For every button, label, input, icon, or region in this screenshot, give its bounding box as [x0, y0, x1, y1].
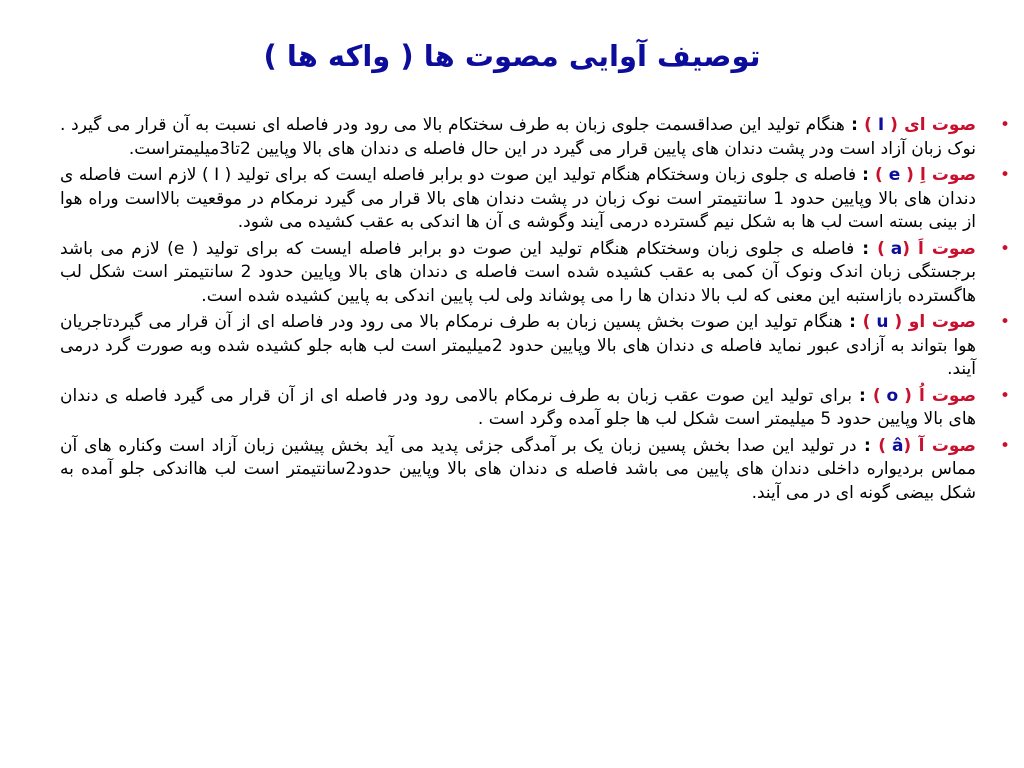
list-item	[60, 114, 1010, 161]
vowel-open-paren: (	[877, 238, 891, 259]
item-text: در تولید این صدا بخش پسین زبان یک بر آمدگی جزئی پدید می آید بخش پیشین زبان آزاد است وکناره های آن مماس بردیواره داخلی دندان های پایین می باشد فاصله ی دندان های بالا وپایین حدود2سانتیمتر است لب هااندکی جلو آمده به شکل بیضی گونه ای در می آیند.	[60, 435, 976, 503]
slide-title: توصیف آوایی مصوت ها ( واکه ها )	[263, 39, 761, 73]
bullet-icon: •	[999, 312, 1010, 332]
vowel-letter: e	[888, 165, 901, 185]
separator: :	[856, 165, 875, 185]
item-text: فاصله ی جلوی زبان وسختکام هنگام تولید این صوت دو برابر فاصله ایست که برای تولید ( e) لازم می باشد برجستگی زبان اندک ونوک آن کمی به عقب کشیده شده است فاصله ی دندان های بالا وپایین حدود 2 سانتیمتر است شکل لب هاگسترده بازاستبه این معنی که لب بالا دندان ها را می پوشاند ولی لب پایین اندکی به پایین کشیده شده است.	[60, 238, 976, 306]
vowel-close-paren: )	[898, 385, 912, 406]
vowel-label: صوت اُ	[911, 385, 977, 406]
separator: :	[842, 312, 863, 332]
separator: :	[854, 238, 878, 259]
vowel-close-paren: )	[884, 115, 898, 135]
bullet-icon: •	[999, 165, 1010, 185]
vowel-open-paren: (	[878, 435, 892, 456]
vowel-symbol	[863, 311, 903, 335]
vowel-open-paren: (	[862, 312, 877, 332]
item-text: هنگام تولید این صوت بخش پسین زبان به طرف نرمکام بالا می رود ودر فاصله ای از آن قرار می گیردتاجریان هوا بتواند به آزادی عبور نماید فاصله ی دندان های بالا وپایین حدود 2میلیمتر است لب هابه جلو کشیده شده وبه صورت گرد درمی آیند.	[60, 312, 976, 379]
item-text: فاصله ی جلوی زبان وسختکام هنگام تولید این صوت دو برابر فاصله ایست که برای تولید ( I ) لازم است فاصله ی دندان های بالا وپایین حدود 1 سانتیمتر است نوک زبان در پشت دندان های بالا قرار می گیرد نرمکام در موقعیت بالااست وراه هوا از بینی بسته است لب ها به شکل نیم گسترده درمی آیند وگوشه ی آن ها اندکی به عقب کشیده می شود.	[60, 165, 976, 232]
bullet-icon: •	[999, 435, 1010, 456]
list-item	[60, 238, 1010, 309]
vowel-symbol	[875, 164, 914, 188]
list-item	[60, 311, 1010, 382]
bullet-list	[60, 114, 1010, 508]
separator: :	[856, 435, 879, 456]
vowel-letter: o	[886, 385, 899, 406]
vowel-letter: I	[877, 115, 885, 135]
vowel-letter: a	[890, 238, 903, 259]
vowel-symbol	[878, 435, 911, 459]
vowel-letter: u	[876, 312, 889, 332]
bullet-icon: •	[999, 385, 1010, 406]
vowel-label: صوت اَ	[910, 238, 976, 259]
vowel-letter: â	[891, 435, 904, 456]
vowel-close-paren: )	[900, 165, 914, 185]
vowel-open-paren: (	[875, 165, 889, 185]
vowel-close-paren: )	[902, 238, 911, 259]
list-item	[60, 435, 1010, 506]
vowel-symbol	[873, 385, 912, 409]
vowel-symbol	[864, 114, 898, 138]
vowel-open-paren: (	[872, 385, 887, 406]
item-text: هنگام تولید این صداقسمت جلوی زبان به طرف سختکام بالا می رود ودر فاصله ای نسبت به آن قرار می گیرد . نوک زبان آزاد است ودر پشت دندان های پایین قرار می گیرد در این حال فاصله ی دندان های بالا وپایین 2تا3میلیمتراست.	[60, 115, 976, 159]
item-text: برای تولید این صوت عقب زبان به طرف نرمکام بالامی رود ودر فاصله ای از آن قرار می گیرد فاصله ی دندان های بالا وپایین حدود 5 میلیمتر است شکل لب ها جلو آمده وگرد است .	[60, 385, 976, 429]
separator: :	[851, 385, 873, 406]
bullet-icon: •	[999, 238, 1010, 259]
vowel-close-paren: )	[888, 312, 903, 332]
vowel-close-paren: )	[903, 435, 912, 456]
bullet-icon: •	[999, 115, 1010, 135]
list-item	[60, 164, 1010, 235]
vowel-symbol	[877, 238, 910, 262]
vowel-open-paren: (	[864, 115, 878, 135]
vowel-label: صوت ای	[897, 115, 976, 135]
separator: :	[844, 115, 865, 135]
list-item	[60, 385, 1010, 432]
vowel-label: صوت او	[902, 312, 976, 332]
vowel-label: صوت اِ	[913, 165, 977, 185]
vowel-label: صوت آ	[911, 435, 976, 456]
